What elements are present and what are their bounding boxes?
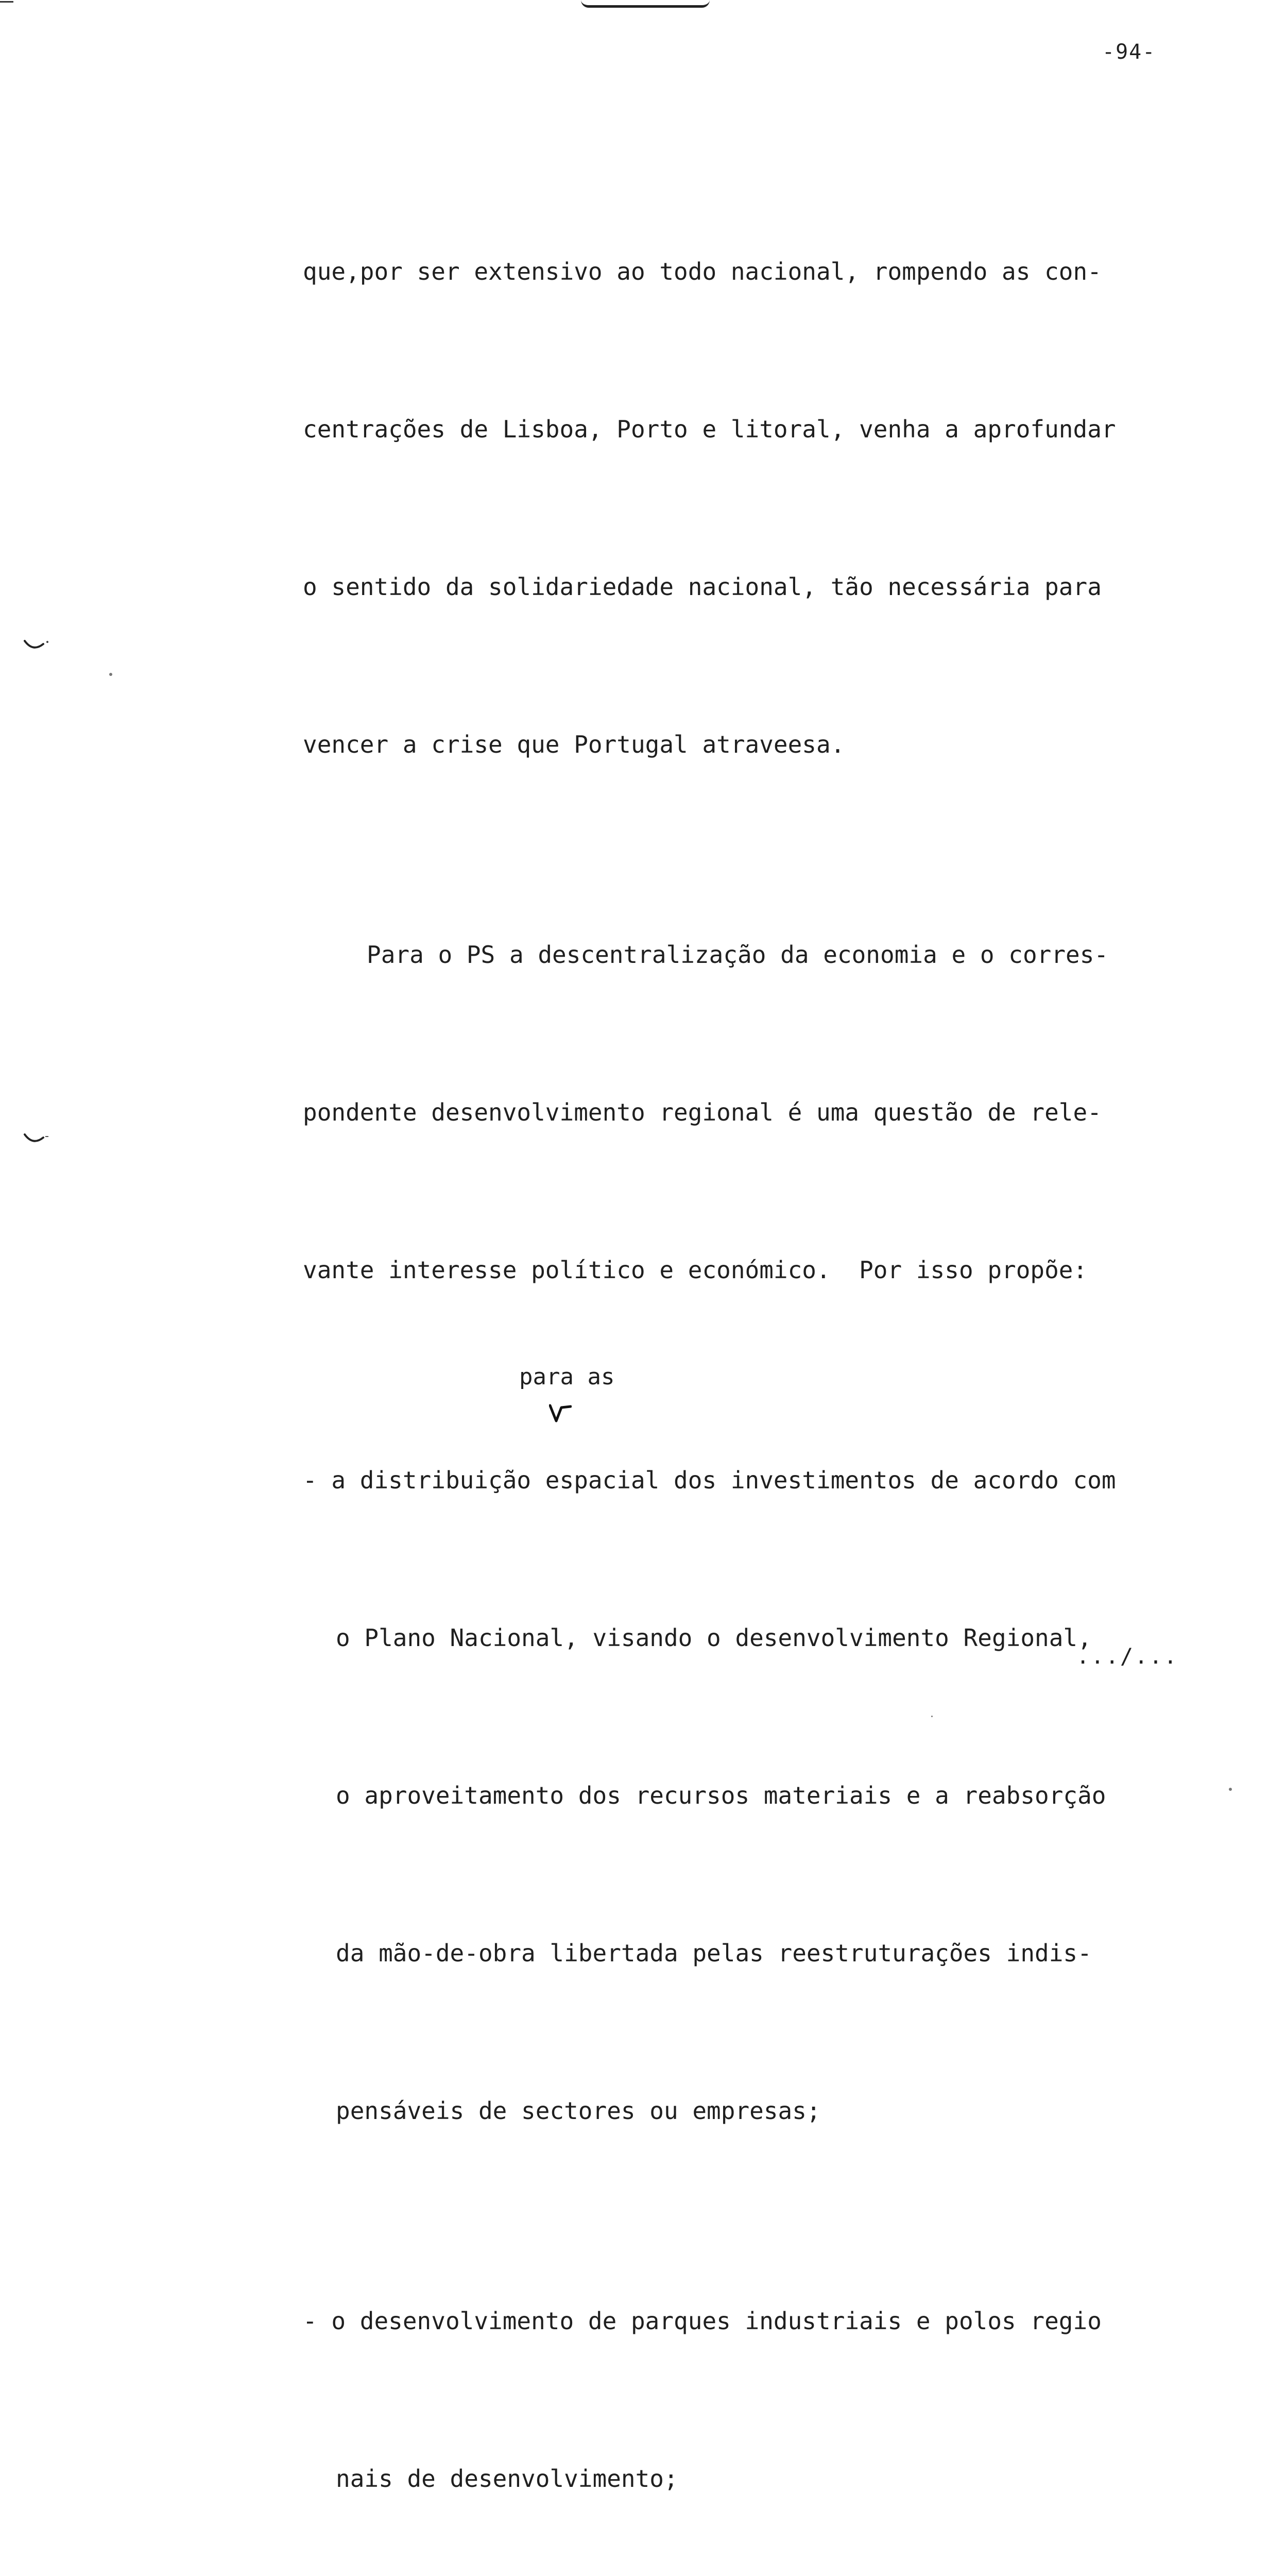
- list-item-line: nais de desenvolvimento;: [336, 2465, 678, 2493]
- body-text: [303, 140, 1209, 2576]
- body-line: vencer a crise que Portugal atraveesa.: [303, 731, 845, 758]
- margin-hook-mark: [23, 639, 49, 652]
- paper-speck: [931, 1716, 933, 1717]
- body-line: o sentido da solidariedade nacional, tão necessária para: [303, 573, 1102, 601]
- list-item-line: - o desenvolvimento de parques industriais e polos regio: [303, 2307, 1102, 2335]
- handwritten-insertion: para as: [519, 1364, 615, 1390]
- list-item-line: o Plano Nacional, visando o desenvolvimento Regional,: [336, 1624, 1092, 1652]
- margin-hook-mark: [23, 1132, 49, 1146]
- paragraph-line: pondente desenvolvimento regional é uma questão de rele-: [303, 1098, 1102, 1126]
- list-item-line: da mão-de-obra libertada pelas reestruturações indis-: [336, 1939, 1092, 1967]
- list-item-line: - a distribuição espacial dos investimentos de acordo com: [303, 1466, 1116, 1494]
- paragraph-line: Para o PS a descentralização da economia e o corres-: [367, 941, 1109, 969]
- page-number: -94-: [1102, 40, 1156, 64]
- body-line: que,por ser extensivo ao todo nacional, rompendo as con-: [303, 258, 1102, 285]
- paragraph-line: vante interesse político e económico. Por isso propõe:: [303, 1256, 1088, 1284]
- list-item-line: pensáveis de sectores ou empresas;: [336, 2097, 821, 2125]
- list-item-line: o aproveitamento dos recursos materiais e a reabsorção: [336, 1782, 1106, 1809]
- corner-mark: [0, 1, 13, 3]
- insertion-caret-icon: [549, 1402, 572, 1423]
- continuation-mark: .../...: [1076, 1643, 1179, 1669]
- paper-speck: [1229, 1788, 1232, 1791]
- top-rule: [581, 0, 710, 8]
- body-line: centrações de Lisboa, Porto e litoral, venha a aprofundar: [303, 415, 1116, 443]
- paper-speck: [109, 673, 112, 676]
